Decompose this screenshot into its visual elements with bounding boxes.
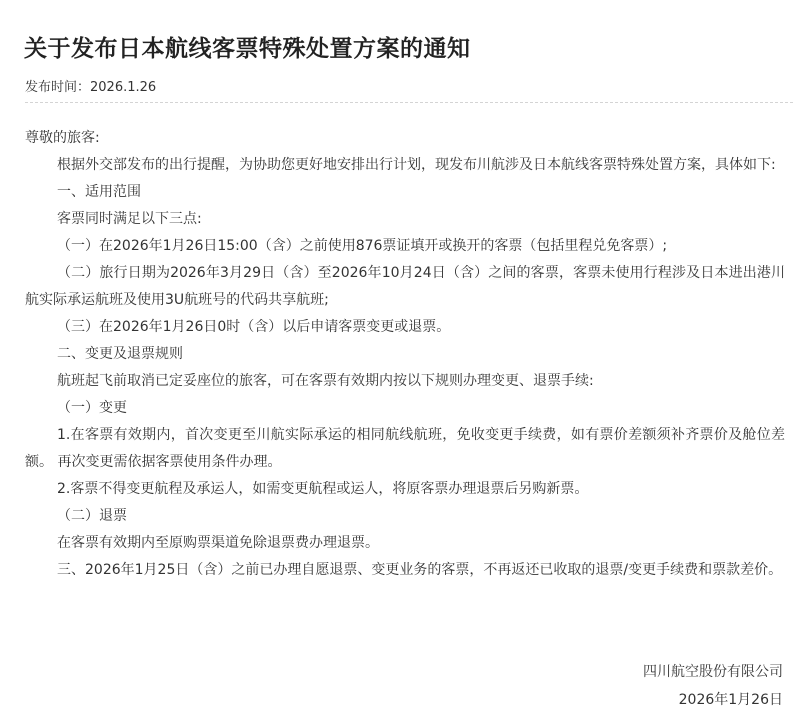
publish-time: 发布时间：2026.1.26 [25, 80, 157, 95]
section-heading-rules: 二、变更及退票规则 [57, 346, 183, 362]
section-three: 三、2026年1月25日（含）之前已办理自愿退票、变更业务的客票，不再返还已收取的退票/变更手续费和票款差价。 [57, 562, 783, 578]
scope-item-2: （二）旅行日期为2026年3月29日（含）至2026年10月24日（含）之间的客票，客票未使用行程涉及日本进出港川航实际承运航班及使用3U航班号的代码共享航班; [25, 265, 785, 308]
page-title: 关于发布日本航线客票特殊处置方案的通知 [24, 36, 471, 62]
scope-item-3: （三）在2026年1月26日0时（含）以后申请客票变更或退票。 [57, 319, 451, 335]
rules-intro: 航班起飞前取消已定妥座位的旅客，可在客票有效期内按以下规则办理变更、退票手续: [57, 373, 594, 389]
scope-item-1: （一）在2026年1月26日15:00（含）之前使用876票证填开或换开的客票（包括里程兑免客票）; [57, 238, 668, 254]
change-rule-1: 1.在客票有效期内，首次变更至川航实际承运的相同航线航班，免收变更手续费，如有票价差额须补齐票价及舱位差额。 再次变更需依据客票使用条件办理。 [25, 427, 785, 470]
change-rule-2: 2.客票不得变更航程及承运人，如需变更航程或运人，将原客票办理退票后另购新票。 [57, 481, 589, 497]
scope-intro: 客票同时满足以下三点: [57, 211, 202, 227]
divider [25, 102, 793, 103]
section-heading-scope: 一、适用范围 [57, 184, 141, 200]
signature-date: 2026年1月26日 [678, 692, 783, 708]
refund-rule: 在客票有效期内至原购票渠道免除退票费办理退票。 [57, 535, 379, 551]
subsection-change: （一）变更 [57, 400, 127, 416]
subsection-refund: （二）退票 [57, 508, 127, 524]
signature-organization: 四川航空股份有限公司 [643, 664, 783, 680]
notice-body [25, 125, 785, 584]
intro-paragraph: 根据外交部发布的出行提醒，为协助您更好地安排出行计划，现发布川航涉及日本航线客票特殊处置方案，具体如下: [57, 157, 776, 173]
salutation: 尊敬的旅客: [25, 130, 100, 146]
